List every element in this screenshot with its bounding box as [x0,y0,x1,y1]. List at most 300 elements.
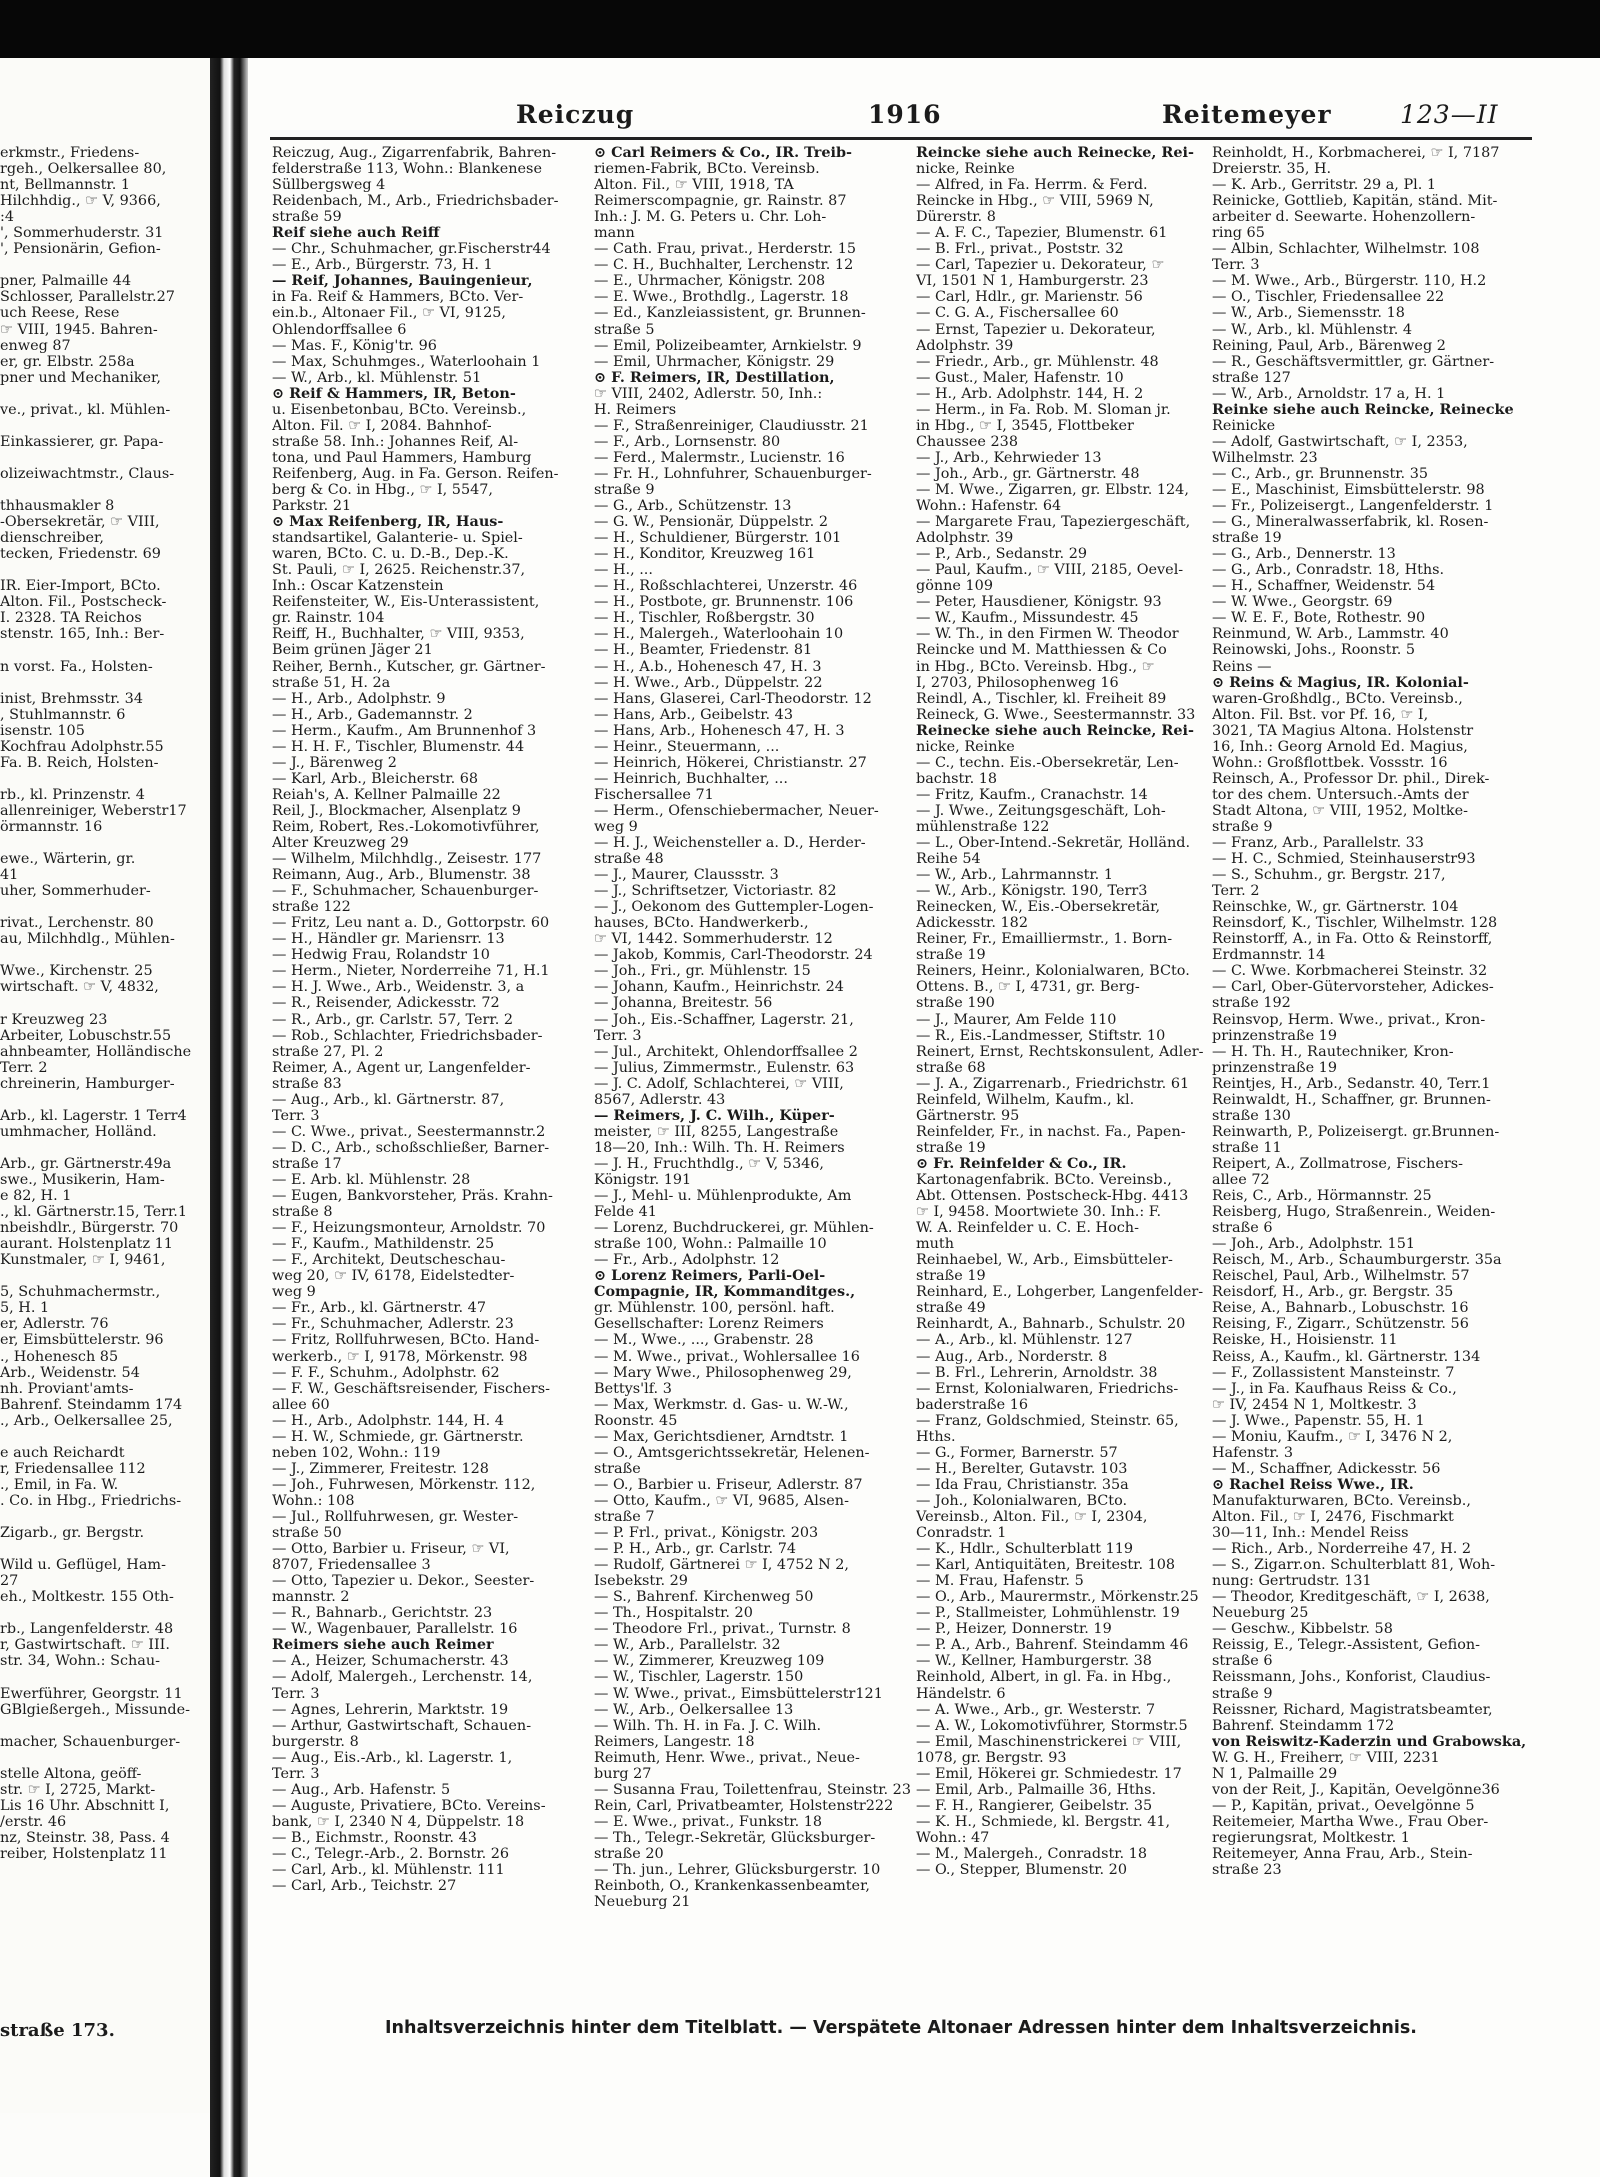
left-page-line: e auch Reichardt [0,1444,125,1461]
left-page-line: Arb., Weidenstr. 54 [0,1364,140,1381]
directory-entry-line: ⊙ F. Reimers, IR, Destillation, [594,369,835,386]
directory-entry-line: — Franz, Goldschmied, Steinstr. 65, [916,1412,1179,1429]
left-page-line: Terr. 2 [0,1059,48,1076]
directory-entry-line: — W., Arb., kl. Mühlenstr. 4 [1212,321,1413,338]
left-page-line: str. 34, Wohn.: Schau- [0,1653,160,1670]
left-page-line: rb., Langenfelderstr. 48 [0,1621,174,1638]
directory-entry-line: Reiah's, A. Kellner Palmaille 22 [272,786,501,803]
directory-entry-line: — C. Wwe., privat., Seestermannstr.2 [272,1123,546,1140]
directory-entry-line: — Fr., Schuhmacher, Adlerstr. 23 [272,1316,514,1333]
directory-entry-line: — W., Tischler, Lagerstr. 150 [594,1669,804,1686]
directory-entry-line: — Fritz, Leu nant a. D., Gottorpstr. 60 [272,915,550,932]
left-page-line: nz, Steinstr. 38, Pass. 4 [0,1829,170,1846]
directory-entry-line: Gärtnerstr. 95 [916,1107,1020,1124]
directory-entry-line: Reinschke, W., gr. Gärtnerstr. 104 [1212,899,1459,916]
directory-entry-line: straße 122 [272,899,351,916]
left-page-line: Arbeiter, Lobuschstr.55 [0,1027,172,1044]
left-page-line: . Co. in Hbg., Friedrichs- [0,1492,182,1509]
directory-entry-line: — H., Händler gr. Mariensrr. 13 [272,931,505,948]
directory-entry-line: Inh.: J. M. G. Peters u. Chr. Loh- [594,209,827,226]
directory-entry-line: — Aug., Arb., Norderstr. 8 [916,1348,1108,1365]
left-page-line: Arb., gr. Gärtnerstr.49a [0,1155,172,1172]
directory-entry-line: — Hans, Arb., Geibelstr. 43 [594,706,793,723]
directory-entry-line: — E. Wwe., privat., Funkstr. 18 [594,1813,823,1830]
directory-entry-line: straße 11 [1212,1139,1282,1156]
directory-entry-line: — J., Arb., Kehrwieder 13 [916,449,1102,466]
left-page-line: umhmacher, Holländ. [0,1123,157,1140]
directory-entry-line: — Jakob, Kommis, Carl-Theodorstr. 24 [594,947,873,964]
directory-entry-line: Terr. 3 [272,1685,320,1702]
directory-entry-line: — B. Frl., Lehrerin, Arnoldstr. 38 [916,1364,1158,1381]
directory-entry-line: Adolphstr. 39 [916,530,1014,547]
left-page-line: Arb., kl. Lagerstr. 1 Terr4 [0,1107,187,1124]
directory-entry-line: — Heinrich, Buchhalter, ... [594,770,788,787]
directory-entry-line: straße 50 [272,1525,342,1542]
directory-entry-line: — S., Schuhm., gr. Bergstr. 217, [1212,867,1446,884]
directory-entry-line: Reim, Robert, Res.-Lokomotivführer, [272,818,540,835]
directory-entry-line: Reinfelder, Fr., in nachst. Fa., Papen- [916,1123,1186,1140]
directory-entry-line: Reihe 54 [916,851,981,868]
directory-entry-line: — Fr. H., Lohnfuhrer, Schauenburger- [594,465,872,482]
directory-entry-line: — E., Maschinist, Eimsbüttelerstr. 98 [1212,481,1485,498]
directory-entry-line: waren-Großhdlg., BCto. Vereinsb., [1212,690,1463,707]
directory-entry-line: Reinhaebel, W., Arb., Eimsbütteler- [916,1252,1173,1269]
left-page-line: 27 [0,1573,19,1590]
directory-entry-line: — C., Telegr.-Arb., 2. Bornstr. 26 [272,1845,510,1862]
directory-entry-line: Reising, F., Zigarr., Schützenstr. 56 [1212,1316,1469,1333]
directory-entry-line: — Joh., Eis.-Schaffner, Lagerstr. 21, [594,1011,854,1028]
directory-entry-line: — E. Arb. kl. Mühlenstr. 28 [272,1172,471,1188]
directory-entry-line: — Emil, Uhrmacher, Königstr. 29 [594,353,835,370]
directory-entry-line: St. Pauli, ☞ I, 2625. Reichenstr.37, [272,562,526,579]
directory-entry-line: — D. C., Arb., schoßschließer, Barner- [272,1139,550,1156]
left-page-line: ve., privat., kl. Mühlen- [0,401,171,418]
left-page-line: uher, Sommerhuder- [0,883,151,900]
left-page-line: r, Gastwirtschaft. ☞ III. [0,1637,170,1654]
left-page-line: macher, Schauenburger- [0,1733,181,1750]
left-page-line: thhausmakler 8 [0,498,115,515]
directory-entry-line: — J. Wwe., Zeitungsgeschäft, Loh- [916,802,1166,819]
directory-entry-line: — Peter, Hausdiener, Königstr. 93 [916,594,1162,611]
directory-entry-line: regierungsrat, Moltkestr. 1 [1212,1829,1410,1846]
directory-entry-line: — G., Former, Barnerstr. 57 [916,1444,1118,1461]
directory-entry-line: — C. Wwe. Korbmacherei Steinstr. 32 [1212,963,1488,980]
directory-entry-line: Terr. 3 [594,1027,642,1044]
directory-entry-line: Gesellschafter: Lorenz Reimers [594,1316,824,1333]
directory-entry-line: allee 60 [272,1396,330,1413]
directory-column-2 [594,145,912,2020]
directory-entry-line: — G., Arb., Dennerstr. 13 [1212,546,1396,563]
directory-entry-line: I, 2703, Philosophenweg 16 [916,674,1119,691]
left-page-line: Hilchhdig., ☞ V, 9366, [0,193,161,210]
directory-entry-line: ☞ I, 9458. Moortwiete 30. Inh.: F. [916,1204,1162,1221]
directory-entry-line: straße 127 [1212,369,1291,386]
directory-entry-line: — O., Barbier u. Friseur, Adlerstr. 87 [594,1476,863,1493]
directory-entry-line: Reinsvop, Herm. Wwe., privat., Kron- [1212,1011,1486,1028]
directory-entry-line: Adickesstr. 182 [916,915,1028,932]
left-page-line [0,418,212,434]
directory-entry-line: Reinsch, A., Professor Dr. phil., Direk- [1212,770,1490,787]
directory-entry-line: — Carl, Tapezier u. Dekorateur, ☞ [916,257,1165,274]
directory-entry-line: prinzenstraße 19 [1212,1059,1337,1076]
directory-entry-line: — G. W., Pensionär, Düppelstr. 2 [594,514,828,531]
directory-entry-line: — Theodor, Kreditgeschäft, ☞ I, 2638, [1212,1589,1490,1606]
directory-entry-line: — W., Arb., kl. Mühlenstr. 51 [272,369,482,386]
directory-entry-line: Felde 41 [594,1204,657,1221]
directory-entry-line: — M. Wwe., Zigarren, gr. Elbstr. 124, [916,481,1189,498]
directory-entry-line: Bahrenf. Steindamm 172 [1212,1717,1395,1734]
directory-entry-line: straße 20 [594,1845,664,1862]
directory-entry-line: — F., Kaufm., Mathildenstr. 25 [272,1236,495,1253]
directory-entry-line: Reimer, A., Agent ur, Langenfelder- [272,1059,531,1076]
left-page-line: rgeh., Oelkersallee 80, [0,161,167,178]
directory-entry-line: — Moniu, Kaufm., ☞ I, 3476 N 2, [1212,1428,1453,1445]
directory-entry-line: gr. Rainstr. 104 [272,610,385,627]
directory-entry-line: Reitemeyer, Anna Frau, Arb., Stein- [1212,1845,1473,1862]
directory-entry-line: — Herm., Nieter, Norderreihe 71, H.1 [272,963,550,980]
directory-entry-line: Reintjes, H., Arb., Sedanstr. 40, Terr.1 [1212,1075,1491,1092]
directory-entry-line: — Reif, Johannes, Bauingenieur, [272,273,533,290]
directory-entry-line: straße 51, H. 2a [272,674,391,691]
directory-entry-line: nicke, Reinke [916,738,1015,755]
left-page-line: aurant. Holstenplatz 11 [0,1236,173,1253]
directory-entry-line: hauses, BCto. Handwerkerb., [594,915,809,932]
directory-entry-line: — K. H., Schmiede, kl. Bergstr. 41, [916,1813,1171,1830]
directory-entry-line: — H., Tischler, Roßbergstr. 30 [594,610,815,627]
directory-entry-line: — Cath. Frau, privat., Herderstr. 15 [594,241,857,258]
directory-entry-line: Reinmund, W. Arb., Lammstr. 40 [1212,626,1449,643]
directory-entry-line: — A. W., Lokomotivführer, Stormstr.5 [916,1717,1188,1734]
left-page-line: Alton. Fil., Postscheck- [0,594,167,611]
directory-entry-line: Reiners, Heinr., Kolonialwaren, BCto. [916,963,1190,980]
directory-entry-line: Neueburg 25 [1212,1605,1309,1622]
directory-entry-line: — H. Wwe., Arb., Düppelstr. 22 [594,674,823,691]
directory-entry-line: — Herm., Kaufm., Am Brunnenhof 3 [272,722,537,739]
directory-entry-line: — H., Schuldiener, Bürgerstr. 101 [594,530,842,547]
left-page-line [0,835,212,851]
directory-entry-line: Reiss, A., Kaufm., kl. Gärtnerstr. 134 [1212,1348,1481,1365]
directory-entry-line: Wohn.: Großflottbek. Vossstr. 16 [1212,754,1448,771]
left-page-line: , Stuhlmannstr. 6 [0,706,126,723]
directory-entry-line: Reinwaldt, H., Schaffner, gr. Brunnen- [1212,1091,1491,1108]
directory-entry-line: nung: Gertrudstr. 131 [1212,1573,1372,1590]
left-page-line: e 82, H. 1 [0,1188,72,1205]
directory-entry-line: ⊙ Lorenz Reimers, Parli-Oel- [594,1268,826,1285]
header-left-word: Reiczug [516,100,635,129]
directory-entry-line: VI, 1501 N 1, Hamburgerstr. 23 [916,273,1149,290]
left-page-line: 5, Schuhmachermstr., [0,1284,161,1301]
directory-entry-line: tor des chem. Untersuch.-Amts der [1212,786,1469,803]
directory-entry-line: straße 6 [1212,1220,1273,1237]
directory-entry-line: — Jul., Architekt, Ohlendorffsallee 2 [594,1043,858,1060]
directory-entry-line: — H., Arb. Adolphstr. 144, H. 2 [916,385,1144,402]
directory-entry-line: — Herm., in Fa. Rob. M. Sloman jr. [916,401,1171,418]
directory-entry-line: Parkstr. 21 [272,498,352,515]
directory-entry-line: — Adolf, Gastwirtschaft, ☞ I, 2353, [1212,433,1468,450]
directory-entry-line: Reins — [1212,658,1272,675]
directory-entry-line: — Agnes, Lehrerin, Marktstr. 19 [272,1701,509,1718]
directory-entry-line: arbeiter d. Seewarte. Hohenzollern- [1212,209,1476,226]
left-page-line: tecken, Friedenstr. 69 [0,546,161,563]
directory-entry-line: — Otto, Barbier u. Friseur, ☞ VI, [272,1541,510,1558]
directory-entry-line: Reincke und M. Matthiessen & Co [916,642,1167,659]
directory-entry-line: — W., Kellner, Hamburgerstr. 38 [916,1653,1152,1670]
directory-entry-line: Fischersallee 71 [594,786,714,803]
directory-entry-line: — Susanna Frau, Toilettenfrau, Steinstr. 23 [594,1781,911,1798]
directory-entry-line: neben 102, Wohn.: 119 [272,1444,441,1461]
directory-entry-line: straße 58. Inh.: Johannes Reif, Al- [272,433,519,450]
directory-entry-line: — Joh., Fuhrwesen, Mörkenstr. 112, [272,1476,536,1493]
directory-entry-line: Reiher, Bernh., Kutscher, gr. Gärtner- [272,658,546,675]
directory-entry-line: 30—11, Inh.: Mendel Reiss [1212,1525,1409,1542]
directory-entry-line: — C., Arb., gr. Brunnenstr. 35 [1212,465,1429,482]
directory-entry-line: — F., Schuhmacher, Schauenburger- [272,883,539,900]
left-page-line: ., Hohenesch 85 [0,1348,119,1365]
directory-entry-line: — P. Frl., privat., Königstr. 203 [594,1525,819,1542]
directory-entry-line: — Theodore Frl., privat., Turnstr. 8 [594,1621,851,1638]
directory-entry-line: — Max, Werkmstr. d. Gas- u. W.-W., [594,1396,849,1413]
left-page-line: chreinerin, Hamburger- [0,1075,175,1092]
directory-entry-line: — M., Malergeh., Conradstr. 18 [916,1845,1147,1862]
left-page-line: au, Milchhdlg., Mühlen- [0,931,175,948]
directory-entry-line: gr. Mühlenstr. 100, persönl. haft. [594,1300,835,1317]
directory-entry-line: Alter Kreuzweg 29 [272,835,409,852]
directory-entry-line: von der Reit, J., Kapitän, Oevelgönne36 [1212,1781,1500,1798]
directory-entry-line: — S., Bahrenf. Kirchenweg 50 [594,1589,814,1606]
directory-entry-line: — Heinrich, Hökerei, Christianstr. 27 [594,754,867,771]
directory-entry-line: muth [916,1236,954,1253]
directory-entry-line: Reincke siehe auch Reinecke, Rei- [916,145,1194,161]
left-page-line: dienschreiber, [0,530,104,547]
directory-entry-line: — R., Eis.-Landmesser, Stiftstr. 10 [916,1027,1166,1044]
left-page-line [0,642,212,658]
directory-entry-line: — Rudolf, Gärtnerei ☞ I, 4752 N 2, [594,1557,850,1574]
directory-entry-line: straße 192 [1212,995,1291,1012]
directory-entry-line: weg 9 [594,818,638,835]
directory-entry-line: straße 8 [272,1204,333,1221]
directory-entry-line: — Joh., Arb., Adolphstr. 151 [1212,1236,1416,1253]
directory-entry-line: — B., Eichmstr., Roonstr. 43 [272,1829,477,1846]
directory-entry-line: — Gust., Maler, Hafenstr. 10 [916,369,1124,386]
directory-entry-line: Reinert, Ernst, Rechtskonsulent, Adler- [916,1043,1204,1060]
directory-entry-line: — Ernst, Kolonialwaren, Friedrichs- [916,1380,1179,1397]
directory-entry-line: — R., Bahnarb., Gerichtstr. 23 [272,1605,493,1622]
directory-entry-line: Reiczug, Aug., Zigarrenfabrik, Bahren- [272,145,557,161]
left-page-line: er, Adlerstr. 76 [0,1316,109,1333]
directory-column-3 [916,145,1234,2020]
directory-entry-line: bachstr. 18 [916,770,998,787]
page-footer-notice: Inhaltsverzeichnis hinter dem Titelblatt. — Verspätete Altonaer Adressen hinter dem Inhaltsverzeichnis. [385,2018,1417,2038]
directory-entry-line: — H. C., Schmied, Steinhauserstr93 [1212,851,1476,868]
directory-entry-line: Reisdorf, H., Arb., gr. Bergstr. 35 [1212,1284,1454,1301]
directory-entry-line: gönne 109 [916,578,993,595]
directory-entry-line: — Ernst, Tapezier u. Dekorateur, [916,321,1156,338]
left-page-line: nbeishdlr., Bürgerstr. 70 [0,1220,179,1237]
directory-entry-line: — W., Arb., Lahrmannstr. 1 [916,867,1113,884]
directory-entry-line: — Aug., Eis.-Arb., kl. Lagerstr. 1, [272,1749,513,1766]
directory-entry-line: — Margarete Frau, Tapeziergeschäft, [916,514,1191,531]
directory-entry-line: — Emil, Maschinenstrickerei ☞ VIII, [916,1733,1182,1750]
left-page-line [0,450,212,466]
directory-entry-line: straße 48 [594,851,664,868]
directory-entry-line: — Karl, Arb., Bleicherstr. 68 [272,770,479,787]
directory-entry-line: — Karl, Antiquitäten, Breitestr. 108 [916,1557,1176,1574]
directory-entry-line: — Wilhelm, Milchhdlg., Zeisestr. 177 [272,851,542,868]
directory-entry-line: straße [594,1460,641,1477]
directory-entry-line: Reineck, G. Wwe., Seestermannstr. 33 [916,706,1196,723]
directory-entry-line: — R., Arb., gr. Carlstr. 57, Terr. 2 [272,1011,514,1028]
directory-entry-line: — P. A., Arb., Bahrenf. Steindamm 46 [916,1637,1189,1654]
directory-entry-line: Händelstr. 6 [916,1685,1006,1702]
directory-entry-line: — B. Frl., privat., Poststr. 32 [916,241,1124,258]
directory-entry-line: nicke, Reinke [916,161,1015,178]
directory-entry-line: — W., Zimmerer, Kreuzweg 109 [594,1653,825,1670]
directory-entry-line: — Rich., Arb., Norderreihe 47, H. 2 [1212,1541,1472,1558]
directory-entry-line: mannstr. 2 [272,1589,350,1606]
directory-entry-line: — F. H., Rangierer, Geibelstr. 35 [916,1797,1153,1814]
left-page-line: rivat., Lerchenstr. 80 [0,915,154,932]
directory-entry-line: straße 19 [916,947,986,964]
directory-entry-line: Reis, C., Arb., Hörmannstr. 25 [1212,1188,1432,1205]
directory-entry-line: — F. F., Schuhm., Adolphstr. 62 [272,1364,500,1381]
directory-entry-line: — E., Arb., Bürgerstr. 73, H. 1 [272,257,493,274]
directory-entry-line: Reinboth, O., Krankenkassenbeamter, [594,1878,870,1895]
directory-entry-line: ⊙ Reins & Magius, IR. Kolonial- [1212,674,1469,691]
left-page-line: ., Arb., Oelkersallee 25, [0,1412,173,1429]
directory-entry-line: weg 20, ☞ IV, 6178, Eidelstedter- [272,1268,515,1285]
directory-entry-line: werkerb., ☞ I, 9178, Mörkenstr. 98 [272,1348,528,1365]
directory-entry-line: Reinholdt, H., Korbmacherei, ☞ I, 7187 [1212,145,1500,161]
left-page-line [0,1750,212,1766]
directory-entry-line: straße 9 [1212,818,1273,835]
directory-entry-line: — Emil, Polizeibeamter, Arnkielstr. 9 [594,337,862,354]
directory-entry-line: Reise, A., Bahnarb., Lobuschstr. 16 [1212,1300,1469,1317]
directory-entry-line: — A., Heizer, Schumacherstr. 43 [272,1653,509,1670]
directory-entry-line: — J., Mehl- u. Mühlenprodukte, Am [594,1188,852,1205]
directory-entry-line: — Emil, Hökerei gr. Schmiedestr. 17 [916,1765,1182,1782]
directory-entry-line: Ottens. B., ☞ I, 4731, gr. Berg- [916,979,1140,996]
left-page-line [0,257,212,273]
directory-entry-line: — Rob., Schlachter, Friedrichsbader- [272,1027,543,1044]
directory-entry-line: — Auguste, Privatiere, BCto. Vereins- [272,1797,546,1814]
directory-entry-line: meister, ☞ III, 8255, Langestraße [594,1123,839,1140]
header-right-word: Reitemeyer [1162,100,1332,129]
directory-entry-line: — Carl, Hdlr., gr. Marienstr. 56 [916,289,1143,306]
directory-entry-line: Reinicke [1212,417,1276,434]
directory-entry-line: 18—20, Inh.: Wilh. Th. H. Reimers [594,1139,845,1156]
directory-entry-line: — H., ... [594,562,653,579]
left-page-line: pner und Mechaniker, [0,369,161,386]
directory-entry-line: straße 100, Wohn.: Palmaille 10 [594,1236,827,1253]
directory-entry-line: — Carl, Arb., Teichstr. 27 [272,1878,457,1895]
directory-entry-line: — Wilh. Th. H. in Fa. J. C. Wilh. [594,1717,822,1734]
left-page-line: pner, Palmaille 44 [0,273,132,290]
directory-entry-line: — H., A.b., Hohenesch 47, H. 3 [594,658,822,675]
directory-entry-line: Inh.: Oscar Katzenstein [272,578,444,595]
directory-entry-line: Terr. 3 [1212,257,1260,274]
directory-entry-line: — H., Malergeh., Waterloohain 10 [594,626,844,643]
directory-entry-line: Manufakturwaren, BCto. Vereinsb., [1212,1492,1471,1509]
left-page-line [0,947,212,963]
book-binding [210,58,248,2177]
directory-entry-line: tona, und Paul Hammers, Hamburg [272,449,532,466]
directory-entry-line: Wohn.: 108 [272,1492,355,1509]
left-page-line: erkmstr., Friedens- [0,145,140,161]
directory-entry-line: — H., Beamter, Friedenstr. 81 [594,642,813,659]
directory-entry-line: — J. C. Adolf, Schlachterei, ☞ VIII, [594,1075,844,1092]
directory-entry-line: Kartonagenfabrik. BCto. Vereinsb., [916,1172,1172,1188]
directory-entry-line: Reinke siehe auch Reincke, Reinecke [1212,401,1514,418]
directory-entry-line: straße 6 [1212,1653,1273,1670]
left-page-line: er, Eimsbüttelerstr. 96 [0,1332,164,1349]
directory-entry-line: baderstraße 16 [916,1396,1029,1413]
directory-entry-line: u. Eisenbetonbau, BCto. Vereinsb., [272,401,527,418]
directory-entry-line: — H., Arb., Adolphstr. 144, H. 4 [272,1412,504,1429]
directory-entry-line: 8707, Friedensallee 3 [272,1557,431,1574]
left-page-line: örmannstr. 16 [0,818,103,835]
directory-entry-line: — Chr., Schuhmacher, gr.Fischerstr44 [272,241,551,258]
directory-entry-line: — Ferd., Malermstr., Lucienstr. 16 [594,449,845,466]
left-page-line [0,1718,212,1734]
directory-entry-line: — H., Konditor, Kreuzweg 161 [594,546,816,563]
left-page-line [0,1429,212,1445]
directory-entry-line: — Reimers, J. C. Wilh., Küper- [594,1107,835,1124]
directory-entry-line: straße 83 [272,1075,342,1092]
directory-entry-line: ☞ VIII, 2402, Adlerstr. 50, Inh.: [594,385,823,402]
left-page-line: olizeiwachtmstr., Claus- [0,465,175,482]
directory-entry-line: — Joh., Kolonialwaren, BCto. [916,1492,1128,1509]
directory-entry-line: Dürerstr. 8 [916,209,996,226]
directory-entry-line: — Mas. F., König'tr. 96 [272,337,437,354]
directory-entry-line: — R., Reisender, Adickesstr. 72 [272,995,500,1012]
directory-entry-line: straße 9 [1212,1685,1273,1702]
directory-entry-line: standsartikel, Galanterie- u. Spiel- [272,530,523,547]
left-page-line: Bahrenf. Steindamm 174 [0,1396,183,1413]
directory-entry-line: — Friedr., Arb., gr. Mühlenstr. 48 [916,353,1159,370]
directory-entry-line: — Geschw., Kibbelstr. 58 [1212,1621,1393,1638]
directory-entry-line: Reinhard, E., Lohgerber, Langenfelder- [916,1284,1204,1301]
directory-entry-line: straße 19 [916,1268,986,1285]
directory-entry-line: Reimers, Langestr. 18 [594,1733,755,1750]
directory-entry-line: Alton. Fil., ☞ I, 2476, Fischmarkt [1212,1508,1454,1525]
directory-entry-line: — K., Hdlr., Schulterblatt 119 [916,1541,1134,1558]
left-page-line: ewe., Wärterin, gr. [0,851,136,868]
left-page-line: Einkassierer, gr. Papa- [0,433,164,450]
directory-entry-line: Reidenbach, M., Arb., Friedrichsbader- [272,193,559,210]
directory-entry-line: — J., Oekonom des Guttempler-Logen- [594,899,874,916]
left-page-line [0,386,212,402]
directory-entry-line: Reissmann, Johs., Konforist, Claudius- [1212,1669,1491,1686]
directory-entry-line: Reischel, Paul, Arb., Wilhelmstr. 57 [1212,1268,1470,1285]
left-page-line: eh., Moltkestr. 155 Oth- [0,1589,174,1606]
directory-entry-line: — Franz, Arb., Parallelstr. 33 [1212,835,1424,852]
directory-entry-line: Reiske, H., Hoisienstr. 11 [1212,1332,1398,1349]
left-page-line: 5, H. 1 [0,1300,50,1317]
left-page-line: ., kl. Gärtnerstr.15, Terr.1 [0,1204,187,1221]
directory-entry-line: — S., Zigarr.on. Schulterblatt 81, Woh- [1212,1557,1496,1574]
directory-entry-line: — J., Bärenweg 2 [272,754,397,771]
directory-entry-line: — J., Maurer, Claussstr. 3 [594,867,779,884]
left-page-line [0,1509,212,1525]
left-page-line: /erstr. 46 [0,1813,67,1830]
left-page-line: allenreiniger, Weberstr17 [0,802,187,819]
directory-entry-line: Terr. 2 [1212,883,1260,900]
directory-entry-line: — C. G. A., Fischersallee 60 [916,305,1119,322]
directory-entry-line: 16, Inh.: Georg Arnold Ed. Magius, [1212,738,1468,755]
directory-entry-line: — Max, Schuhmges., Waterloohain 1 [272,353,541,370]
left-page-line: 41 [0,867,19,884]
directory-entry-line: Reissig, E., Telegr.-Assistent, Gefion- [1212,1637,1481,1654]
